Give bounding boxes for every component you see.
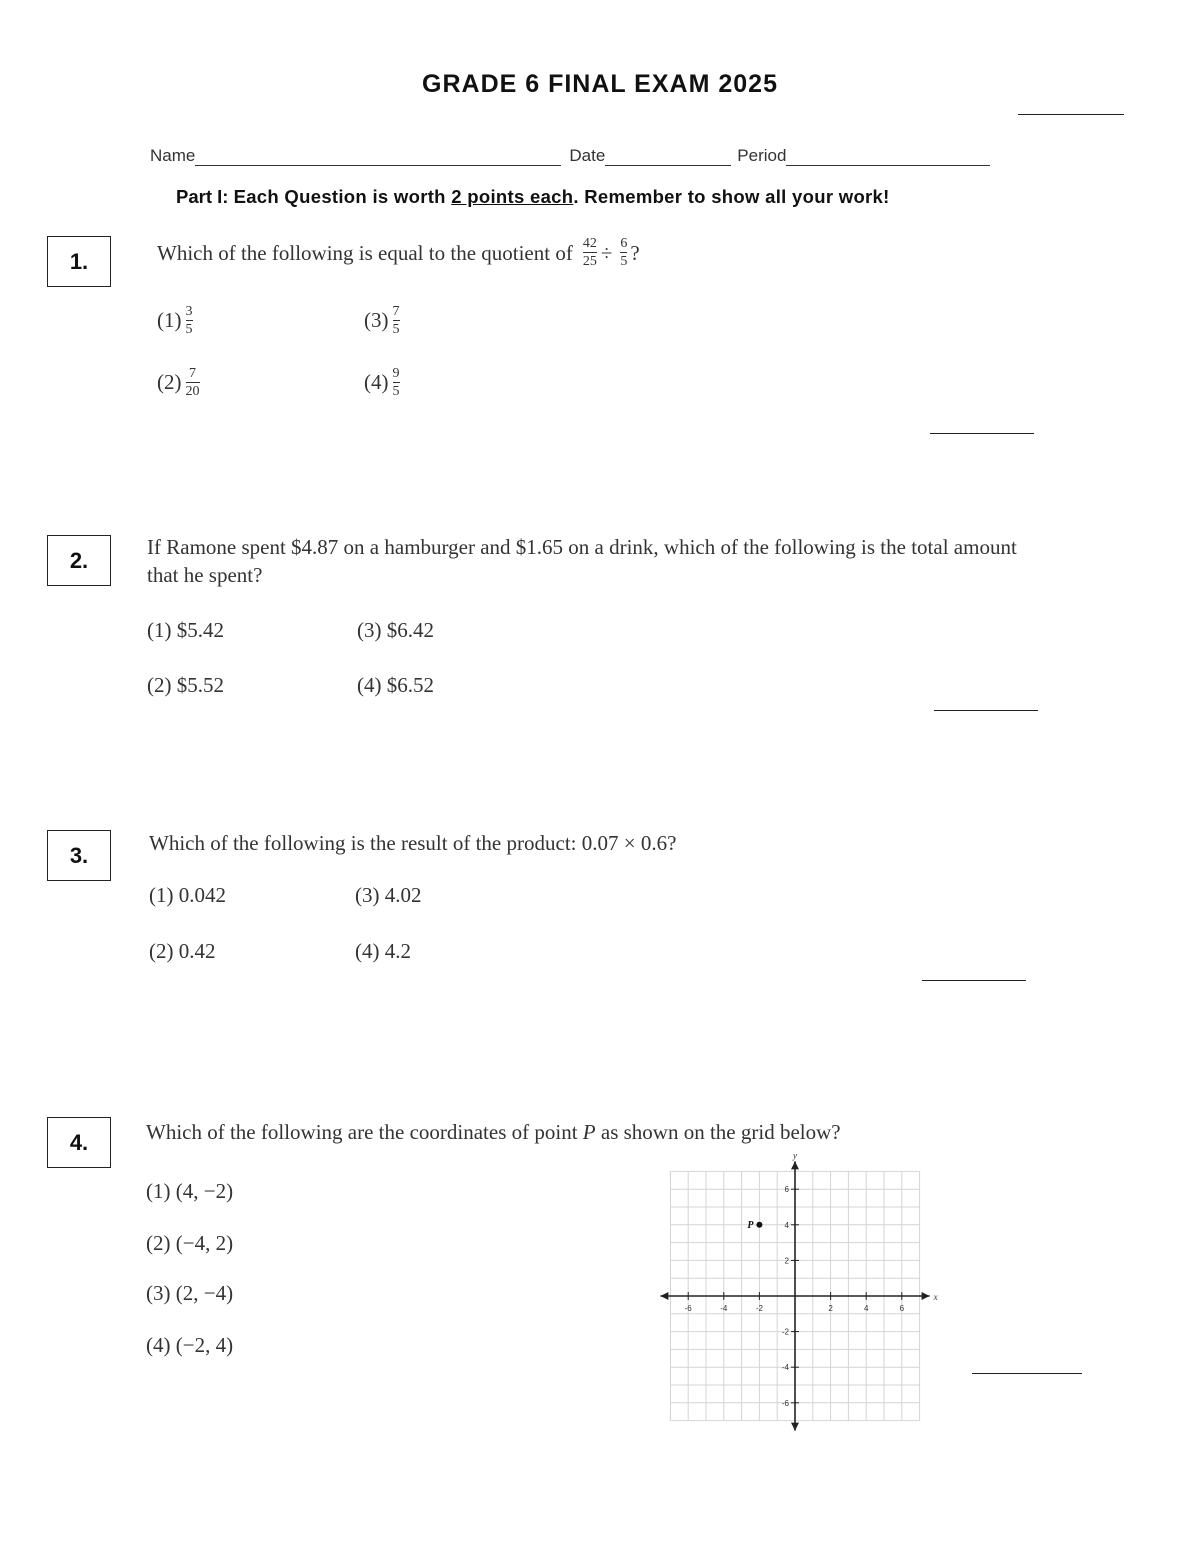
part-label: Part I:	[176, 186, 229, 207]
q1-text-prefix: Which of the following is equal to the quotient of	[157, 240, 573, 265]
question-number-1: 1.	[47, 236, 111, 287]
coordinate-grid	[648, 1148, 958, 1443]
exam-title: GRADE 6 FINAL EXAM 2025	[422, 70, 778, 98]
point-p	[756, 1222, 762, 1228]
q3-answer-line[interactable]	[922, 980, 1026, 981]
q4-option-3[interactable]: (3) (2, −4)	[146, 1281, 234, 1305]
x-axis-label: x	[933, 1292, 938, 1302]
question-2-text: If Ramone spent $4.87 on a hamburger and $1.65 on a drink, which of the following is the total amount that he spent?	[147, 535, 1017, 587]
x-tick-label: -2	[755, 1304, 763, 1313]
q2-option-4[interactable]: (4) $6.52	[357, 673, 434, 697]
x-tick-label: -6	[684, 1304, 692, 1313]
date-label: Date	[569, 146, 606, 165]
y-tick-label: -4	[781, 1363, 789, 1373]
y-axis-label: y	[793, 1150, 797, 1161]
q3-option-1[interactable]: (1) 0.042	[149, 883, 226, 907]
q1-opt4-den: 5	[392, 384, 400, 399]
q1-option-3-fraction	[393, 304, 400, 337]
q1-opt1-num: 3	[185, 304, 193, 319]
q1-frac-a-den: 25	[582, 254, 597, 269]
q1-frac-b-num: 6	[620, 236, 628, 251]
x-tick-label: -4	[720, 1304, 728, 1313]
point-p-label: P	[747, 1219, 754, 1231]
question-1-text	[157, 236, 640, 269]
q1-option-4[interactable]	[364, 366, 400, 399]
q2-option-2[interactable]: (2) $5.52	[147, 673, 224, 697]
q1-option-2-fraction	[186, 366, 200, 399]
y-tick-label: 6	[784, 1185, 789, 1195]
student-info-row	[150, 146, 990, 166]
period-label: Period	[737, 146, 787, 165]
q4-option-1[interactable]: (1) (4, −2)	[146, 1179, 234, 1203]
y-axis-arrow-down	[791, 1423, 799, 1431]
date-field[interactable]	[605, 147, 731, 166]
y-tick-label: 2	[784, 1256, 789, 1266]
q3-option-2[interactable]: (2) 0.42	[149, 939, 216, 963]
q1-fraction-b	[620, 236, 627, 269]
q1-option-2-label: (2)	[157, 370, 182, 394]
instruction-text-a: Each Question is worth	[233, 186, 452, 207]
q1-opt2-den: 20	[185, 384, 200, 399]
x-tick-label: 2	[828, 1304, 833, 1313]
coordinate-grid-svg	[648, 1148, 958, 1438]
q1-option-4-label: (4)	[364, 370, 389, 394]
q1-opt1-den: 5	[185, 322, 193, 337]
q3-option-4[interactable]: (4) 4.2	[355, 939, 411, 963]
question-4-text	[146, 1118, 841, 1146]
name-label: Name	[150, 146, 196, 165]
x-axis-arrow-left	[660, 1292, 668, 1300]
q1-fraction-a	[583, 236, 597, 269]
q2-option-1[interactable]: (1) $5.42	[147, 618, 224, 642]
x-axis-arrow-right	[922, 1292, 930, 1300]
q1-text-suffix: ?	[630, 240, 640, 265]
x-tick-label: 4	[863, 1304, 869, 1313]
q1-frac-b-den: 5	[620, 254, 628, 269]
period-field[interactable]	[786, 147, 990, 166]
instruction-text-b: . Remember to show all your work!	[573, 186, 890, 207]
question-number-3: 3.	[47, 830, 111, 881]
q1-opt4-num: 9	[392, 366, 400, 381]
q1-option-1[interactable]	[157, 304, 193, 337]
y-axis-arrow-up	[791, 1161, 799, 1169]
q4-text-suffix: as shown on the grid below?	[595, 1120, 841, 1144]
q1-operator: ÷	[600, 240, 613, 265]
question-3-text: Which of the following is the result of the product: 0.07 × 0.6?	[149, 831, 677, 855]
q1-option-1-fraction	[186, 304, 193, 337]
q4-answer-line[interactable]	[972, 1373, 1082, 1374]
q4-option-2[interactable]: (2) (−4, 2)	[146, 1231, 234, 1255]
question-number-2: 2.	[47, 535, 111, 586]
q2-answer-line[interactable]	[934, 710, 1038, 711]
q1-option-3[interactable]	[364, 304, 400, 337]
q1-frac-a-num: 42	[582, 236, 597, 251]
q1-option-3-label: (3)	[364, 308, 389, 332]
q3-option-3[interactable]: (3) 4.02	[355, 883, 422, 907]
y-tick-label: 4	[784, 1220, 789, 1230]
q4-point-var: P	[582, 1120, 596, 1144]
q4-text-prefix: Which of the following are the coordinates of point	[146, 1120, 583, 1144]
y-tick-label: -2	[781, 1327, 789, 1337]
score-line	[1018, 114, 1124, 115]
q1-answer-line[interactable]	[930, 433, 1034, 434]
q1-opt3-num: 7	[392, 304, 400, 319]
y-tick-label: -6	[781, 1398, 789, 1408]
q1-option-2[interactable]	[157, 366, 200, 399]
q2-option-3[interactable]: (3) $6.42	[357, 618, 434, 642]
x-tick-label: 6	[899, 1304, 905, 1313]
q4-option-4[interactable]: (4) (−2, 4)	[146, 1333, 234, 1357]
part-instructions	[176, 186, 890, 208]
q1-option-1-label: (1)	[157, 308, 182, 332]
question-number-4: 4.	[47, 1117, 111, 1168]
name-field[interactable]	[195, 147, 561, 166]
instruction-points: 2 points each	[451, 186, 574, 207]
q1-opt3-den: 5	[392, 322, 400, 337]
q1-option-4-fraction	[393, 366, 400, 399]
q1-opt2-num: 7	[189, 366, 196, 381]
